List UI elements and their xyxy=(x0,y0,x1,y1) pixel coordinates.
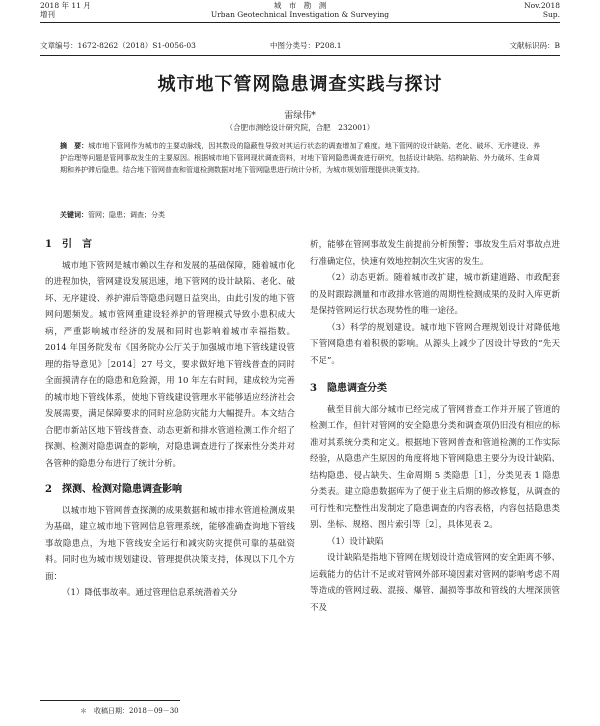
running-header xyxy=(40,0,560,22)
section-3-paragraph: 截至目前大部分城市已经完成了管网普查工作并开展了管道的检测工作，但针对管网的安全隐患分类和调查项仍旧没有相应的标准对其系统分类和定义。根据地下管网普查和管道检测的工作实际经验，从隐患产生原因的角度将地下管网隐患主要分为设计缺陷、结构隐患、侵占缺失、生命周期 5 类隐患［1］，分类见表 1 隐患分类表。建立隐患数据库为了便于业主后期的修改修复，从调查的可行性和完整性出发制定了隐患调查的内容表格，内容包括隐患类别、坐标、规格、图片索引等［2］，具体见表 2。 xyxy=(310,404,560,530)
paper-title: 城市地下管网隐患调查实践与探讨 xyxy=(157,74,443,95)
section-2-heading: 2 探测、检测对隐患调查影响 xyxy=(45,484,182,495)
section-1-paragraph: 城市地下管网是城市赖以生存和发展的基础保障，随着城市化的进程加快，管网建设发展迅速，地下管网的设计缺陷、老化、破坏、无序建设、养护滞后等隐患问题日益突出，由此引发的地下管网问题频发。城市管网重建设轻养护的管理模式导致小患积成大病，严重影响城市经济的发展和同时也影响着城市幸福指数。2014 年国务院发布《国务院办公厅关于加强城市地下管线建设管理的指导意见》［2014］27 号文，要求做好地下管线普查的同时全面摸清存在的隐患和危险源，用 10 年左右时间，建成较为完善的城市地下管线体系，使地下管线建设管理水平能够适应经济社会发展需要，满足保障要求的同时应急防灾能力大幅提升。本文结合合肥市新站区地下管线普查、动态更新和排水管道检测工作介绍了探测、检测对隐患调查的影响，对隐患调查进行了探索性分类并对各管种的隐患分布进行了统计分析。 xyxy=(45,260,295,469)
section-2-item-2: （2）动态更新。随着城市改扩建，城市新建道路、市政配套的及时跟踪测量和市政排水管道的周期性检测成果的及时入库更新是保持管网运行状态现势性的唯一途径。 xyxy=(310,273,560,316)
abstract xyxy=(60,140,540,176)
section-1-heading: 1 引 言 xyxy=(45,239,92,250)
author: 雷绿伟* xyxy=(284,111,316,121)
section-3-heading: 3 隐患调查分类 xyxy=(310,383,387,394)
section-2-paragraph: 以城市地下管网普查探测的成果数据和城市排水管道检测成果为基础，建立城市地下管网信息管理系统，能够准确查询地下管线事故隐患点，为地下管线安全运行和减灾防灾提供可靠的基础资料。同时也为城市规划建设、管理提供决策支持，体现以下几个方面： xyxy=(45,505,295,582)
section-3-1-heading: （1）设计缺陷 xyxy=(327,536,384,547)
keywords xyxy=(60,210,540,220)
keywords-label: 关键词： xyxy=(60,210,88,219)
document-code: 文献标识码：B xyxy=(509,41,560,50)
abstract-label: 摘 要： xyxy=(60,141,89,150)
section-2-item-3: （3）科学的规划建设。城市地下管网合理规划设计对降低地下管网隐患有着积极的影响。从源头上减少了因设计导致的“先天不足”。 xyxy=(310,322,560,366)
affiliation: （合肥市测绘设计研究院，合肥 232001） xyxy=(225,123,375,132)
header-rule xyxy=(40,22,560,23)
section-2-item-1: （1）降低事故率。通过管理信息系统潜着关分 xyxy=(62,588,238,598)
footnote-rule xyxy=(40,700,180,701)
right-column xyxy=(310,237,560,616)
keywords-text: 管网；隐患；调查；分类 xyxy=(88,211,165,219)
article-number: 文章编号：1672-8262（2018）S1-0056-03 xyxy=(40,41,196,50)
left-column xyxy=(45,237,295,602)
journal-name: 城 市 勘 测 Urban Geotechnical Investigation & Surveying xyxy=(210,1,390,19)
section-2-item-1-cont: 析，能够在管网事故发生前提前分析预警；事故发生后对事故点进行准确定位，快速有效地控制次生灾害的发生。 xyxy=(310,240,560,267)
abstract-text: 城市地下管网作为城市的主要动脉线，因其数设的隐蔽性导致对其运行状态的调查增加了难度。地下管网的设计缺陷、老化、破坏、无序建设、养护治理等问题是管网事故发生的主要原因。根据城市地下管网现状调查资料，对地下管网隐患调查进行研究，包括设计缺陷、结构缺陷、外力破坏、生命周期和养护滞后隐患。结合地下管网普查和管道检测数据对地下管网隐患进行统计分析，为城市规划管理提供决策支持。 xyxy=(60,142,541,174)
section-3-1-paragraph: 设计缺陷是指地下管网在规划设计造成管网的安全距离不够、运载能力的估计不足或对管网外部环境因素对管网的影响考虑不周等造成的管网过载、混接、爆管、漏损等事故和管线的大埋深顶管不及 xyxy=(310,553,560,613)
clc-number: 中图分类号：P208.1 xyxy=(270,41,342,50)
footnote: ＊ 收稿日期：2018－09－30 xyxy=(80,707,179,715)
meta-rule xyxy=(40,55,560,56)
header-date: 2018 年 11 月 增刊 xyxy=(40,1,91,19)
header-issue: Nov.2018 Sup. xyxy=(524,1,560,19)
